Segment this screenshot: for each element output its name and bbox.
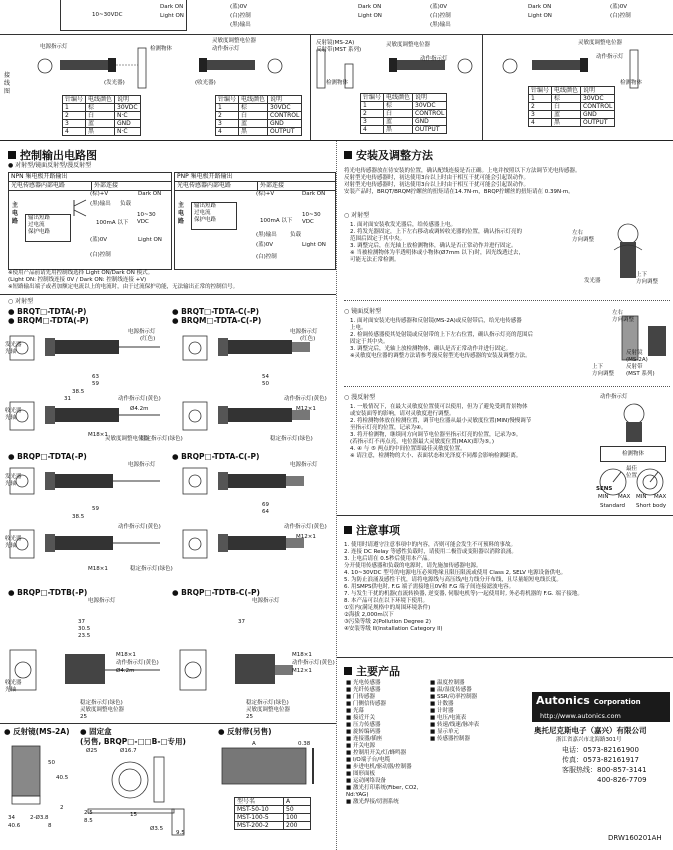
dim-59-b: 59	[92, 506, 99, 512]
wiring-vert-label: 接 线 图	[4, 72, 11, 95]
label-power-led-3: 电源指示灯	[128, 462, 156, 468]
dim-37-b: 37	[238, 619, 245, 625]
label-power-led-4: 电源指示灯	[290, 462, 318, 468]
dim-15: 15	[130, 812, 137, 818]
heading-square-icon-3	[344, 526, 352, 534]
product-item: ■ I/O端子台/电缆	[346, 757, 391, 763]
dim-0_38: 0.38	[298, 741, 311, 747]
npn-current: 100mA 以下	[96, 220, 129, 226]
pnp-left-hdr: 光电传感器内部电路	[175, 182, 258, 190]
install-section-heading	[344, 147, 433, 163]
product-item: ■ 传感器控制器	[430, 736, 470, 742]
model-brqp-tdtb: ● BRQP□-TDTB(-P)	[8, 588, 88, 597]
label-op-led-3: 动作指示灯(黄色)	[118, 524, 161, 530]
pin-table-3: 针编号 电线颜色 说明 1 棕 30VDC 2 白 CONTROL 3 蓝 GND 4 黑 OUTPUT	[360, 93, 447, 134]
install-section-title: 安装及调整方法	[356, 149, 433, 162]
control-bottom-border	[0, 294, 336, 295]
caution-section-title: 注意事项	[356, 524, 400, 537]
diffuse-fig-best: 最佳位置	[626, 466, 638, 479]
pnp-wire-gnd: (蓝)0V	[256, 242, 274, 248]
thru-fig-lr: 左右 方向调整	[572, 230, 595, 243]
callout-target-2: 检测物体	[326, 80, 349, 86]
mounting-box-title: ● 固定盒	[80, 727, 112, 736]
target-object	[138, 48, 146, 88]
product-item: ■ 计时器	[430, 708, 454, 714]
label-op-led-1: 动作指示灯(黄色)	[118, 396, 161, 402]
emitter-connector	[38, 59, 52, 73]
label-power-led-1: 电源指示灯	[128, 329, 156, 335]
center-divider	[336, 141, 337, 850]
thru-heading: ○ 对射型	[344, 212, 370, 219]
diffuse-heading: ○ 漫反射型	[344, 394, 376, 401]
mounting-box-drawing	[82, 745, 202, 840]
top-label-dark-on-2: Dark ON	[358, 4, 382, 10]
callout-receiver: (收光器)	[195, 80, 216, 86]
callout-sens-adj-1: 灵敏度调整电位器	[212, 38, 257, 44]
npn-title: NPN 集电极开路输出	[9, 173, 171, 182]
company-fax: 传真：0573-82161917	[562, 756, 639, 764]
top-wire-1: (蓝)0V	[230, 4, 248, 10]
dim-40_6: 40.6	[8, 823, 21, 829]
company-name: 奥托尼克斯电子（嘉兴）有限公司	[534, 726, 647, 735]
pnp-voltage: 10~30 VDC	[302, 212, 321, 225]
npn-wire-pos: (棕)+V	[90, 191, 109, 197]
product-item: ■ 显示单元	[430, 729, 459, 735]
thru-steps: 1. 面对面安装收发光器后，给传感器上电。 2. 将发光器固定，上下左右移动或调转收光器的位置，确认指示灯亮的 范围后固定于其中央。 3. 调整完后，在光轴上放检测物体，确认是否正常动作并进行固定。 ※ 当被检测物体为半透明体或小物体(Ø7mm 以下)时，因光线透过去， 可能无法正常检测。	[350, 222, 524, 263]
emitter-body	[60, 60, 110, 70]
dim-dia-3_5: Ø3.5	[150, 826, 164, 832]
label-sens-adj-1: 灵敏度调整电位器	[105, 436, 150, 442]
pin-table-4: 针编号 电线颜色 说明 1 棕 30VDC 2 白 CONTROL 3 蓝 GND 4 黑 OUTPUT	[528, 86, 615, 127]
label-m18-2: M18×1	[88, 566, 108, 572]
top-wire-2: (白)控制	[230, 13, 251, 19]
diffuse-fig-standard: Standard	[600, 503, 626, 509]
npn-light-on: Light ON	[138, 237, 162, 243]
top-wire-3: (黑)输出	[230, 22, 251, 28]
dim-dia-16_7: Ø16.7	[120, 748, 137, 754]
retro-fig-reflector: 反射镜 (MS-2A)	[626, 350, 648, 363]
product-item: ■ 图形面板	[346, 771, 375, 777]
retro-cap	[389, 58, 397, 72]
product-item: ■ 光电传感器	[346, 680, 381, 686]
emitter-cap	[108, 58, 116, 72]
callout-op-led-3: 动作指示灯	[596, 54, 624, 60]
dim-38_5: 38.5	[72, 389, 85, 395]
model-brqm-tdta-c: ● BRQM□-TDTA-C(-P)	[172, 316, 262, 325]
product-item: ■ 转速/线速/脉冲表	[430, 722, 480, 728]
dims-bottom-border	[0, 723, 336, 724]
company-phone: 电话：0573-82161900	[562, 746, 639, 754]
product-item: ■ 光幕	[346, 708, 364, 714]
product-item: ■ 压力传感器	[346, 722, 381, 728]
pnp-current: 100mA 以下	[260, 218, 293, 224]
npn-wire-out: (黑)输出	[90, 201, 111, 207]
model-brqp-tdtb-c: ● BRQP□-TDTB-C(-P)	[172, 588, 260, 597]
top-label-light-on-3: Light ON	[528, 13, 552, 19]
label-red-2: (红色)	[300, 336, 316, 342]
label-stable-led-4: 稳定指示灯(绿色)	[80, 700, 123, 706]
label-red-1: (红色)	[140, 336, 156, 342]
product-item: ■ 温/湿度传感器	[430, 687, 472, 693]
company-hotline	[562, 766, 647, 774]
label-stable-led-5: 稳定指示灯(绿色)	[246, 700, 289, 706]
dim-54: 54	[262, 374, 269, 380]
dim-9_5: 9.5	[176, 830, 185, 836]
pnp-right-hdr: 外部连接	[260, 182, 285, 189]
dim-8_5: 8.5	[84, 818, 93, 824]
npn-inner-box: 输出短路 过电流 保护电路	[25, 214, 71, 242]
npn-wire-ctl: (白)控制	[90, 252, 111, 258]
top-wire-5: (白)控制	[430, 13, 451, 19]
company-logo-suffix: Corporation	[593, 698, 641, 706]
diffuse-body	[532, 60, 582, 70]
receiver-cap	[199, 58, 207, 72]
callout-sens-adj-2: 灵敏度调整电位器	[386, 42, 431, 48]
callout-target-1: 检测物体	[150, 46, 173, 52]
label-power-led-6: 电源指示灯	[252, 598, 280, 604]
callout-emitter: (发光器)	[104, 80, 125, 86]
pin-table-1: 针编号 电线颜色 说明 1 棕 30VDC 2 白 N·C 3 蓝 GND 4 黑 N·C	[62, 95, 141, 136]
hotline-label: 客服热线：	[562, 766, 597, 774]
diffuse-fig-op-led: 动作指示灯	[600, 394, 628, 400]
pnp-load: 负载	[290, 232, 302, 238]
model-brqt-tdta: ● BRQT□-TDTA(-P)	[8, 307, 87, 316]
npn-dark-on: Dark ON	[138, 191, 162, 197]
install-divider-1	[344, 300, 670, 301]
top-wire-6: (黑)输出	[430, 22, 451, 28]
dim-69: 69	[262, 502, 269, 508]
install-bottom-border	[337, 515, 673, 516]
label-stable-led-2: 稳定指示灯(绿色)	[270, 436, 313, 442]
sensor-drawing-3a	[5, 464, 165, 504]
heading-square-icon-4	[344, 667, 352, 675]
label-dia-1: Ø4.2m	[130, 406, 149, 412]
sensor-drawing-5a	[5, 640, 165, 700]
dim-25: 25	[80, 714, 87, 720]
heading-square-icon-2	[344, 151, 352, 159]
diffuse-target-box: 检测物体	[600, 446, 666, 462]
label-receiver-axis-1: 收光器 光轴	[5, 408, 22, 421]
product-item: ■ 步进电机/驱动器/控制器	[346, 764, 412, 770]
product-item: ■ 电压/电流表	[430, 715, 467, 721]
product-item: ■ 旋转编码器	[346, 729, 381, 735]
top-label-dark-on-3: Dark ON	[528, 4, 552, 10]
doc-code: DRW160201AH	[608, 834, 662, 842]
thru-fig-emitter: 发光器	[584, 278, 601, 284]
dim-25-b: 25	[246, 714, 253, 720]
pnp-main-circuit: 主 电 路	[178, 202, 185, 225]
retro-fig-tape: 反射带 (MST 系列)	[626, 364, 655, 377]
model-brqp-tdta-c: ● BRQP□-TDTA-C(-P)	[172, 452, 260, 461]
control-section-title: 控制输出电路图	[20, 149, 97, 162]
dim-64: 64	[262, 509, 269, 515]
company-logo-bar	[532, 692, 670, 722]
diffuse-fig-short: Short body	[636, 503, 667, 509]
dims-heading: ○ 对射型	[8, 298, 34, 305]
product-item: ■ 连接器/插座	[346, 736, 383, 742]
control-note-2: (Light ON: 控制线连接 0V / Dark ON: 控制线连接 +V)	[8, 277, 147, 283]
label-op-led-6: 动作指示灯(黄色)	[292, 660, 335, 666]
reflector	[317, 50, 325, 88]
dim-2: 2	[60, 805, 64, 811]
products-section-title: 主要产品	[356, 665, 400, 678]
reflector-drawing	[4, 742, 64, 822]
model-brqm-tdta: ● BRQM□-TDTA(-P)	[8, 316, 89, 325]
top-wire-4: (蓝)0V	[430, 4, 448, 10]
product-item: ■ 激光打印系统(Fiber, CO2, Nd:YAG)	[346, 785, 419, 798]
control-note-1: ※使用产品前请先用控制线选择 Light ON/Dark ON 模式。	[8, 270, 154, 276]
sensor-drawing-3b	[178, 464, 333, 504]
control-note-3: ※短路输出端子或者加额定电流以上的电流时，由于过流保护功能，无法输出正常的控制信号。	[8, 284, 239, 290]
dim-63: 63	[92, 374, 99, 380]
caution-section-heading	[344, 522, 400, 538]
label-emitter-axis-1: 发光器 光轴	[5, 342, 22, 355]
product-item: ■ 门传感器	[346, 694, 375, 700]
label-stable-led-1: 稳定指示灯(绿色)	[140, 436, 183, 442]
tape-hdr-model: 型号名	[235, 798, 284, 806]
top-label-light-on-2: Light ON	[358, 13, 382, 19]
callout-sens-adj-3: 灵敏度调整电位器	[578, 40, 623, 46]
label-power-led-2: 电源指示灯	[290, 329, 318, 335]
receiver-connector	[268, 59, 282, 73]
diffuse-steps: 1. 一般情况下，在最大灵敏度位置使可以使用，但为了避免受到背景物体 或安装面等的影响，请对灵敏度进行调整。 2. 将检测物体放在检测位置，调节电位器从最小灵敏度位置(MIN)慢慢调节 至指示灯亮的位置，记录为④。 3. 将开检测物，继续同方向调节电位器至指示灯亮的位置，记录为⑤。 (若指示灯不再点亮，电位器最大灵敏度位置(MAX)即为⑤。) 4. ④ 与 ⑤ 两点的中间位置即最佳灵敏度位置。 ※ 请注意，检测物的大小、表面状态和光泽度不同都会影响检测距离。	[350, 404, 532, 459]
diffuse-fig-min-2: MIN	[636, 494, 647, 500]
top-label-light-on-1: Light ON	[160, 13, 184, 19]
pnp-dark-on: Dark ON	[302, 191, 326, 197]
product-item: ■ 运动网络设备	[346, 778, 386, 784]
product-item: ■ 计数器	[430, 701, 454, 707]
product-item: ■ 开关电源	[346, 743, 375, 749]
top-divider	[0, 34, 673, 35]
receiver-body	[205, 60, 255, 70]
pnp-light-on: Light ON	[302, 242, 326, 248]
model-brqt-tdta-c: ● BRQT□-TDTA-C(-P)	[172, 307, 259, 316]
callout-reflector: 反射镜(MS-2A)	[316, 40, 355, 46]
caution-list: 1. 使用时请遵守注意事项中的内容，否则可能会发生不可预料的事故。 2. 连接 DC Relay 等感性负载时，请使用二极管或变阻器以消除浪涌。 3. 上电后请在 0.5秒后使用本产品。 分开使用传感器和负载的电源时，请先施加传感器电源。 4. 10~30VDC 型号的电源电压必须绝缘且限压限流或使用 Class 2, SELV 电源设备供电。 5. 为防止浪涌及感性干扰，请将电源线与高压线/电力线分开布线，且尽量缩短电线长度。 6. 用SMPS供电时, F.G 端子需接地且0V和 F.G 端子间连接滤波电容。 7. 与发生干扰的机器(直流转换器, 逆变器, 伺服电机等)一起使用时, 务必将机器的 F.G. 端子接地。 8. 本产品可以在以下环境下使用。 ①室内(满足规格中的周围环境条件) ②海拔 2,000m以下 ③污染等级 2(Pollution Degree 2) ④安装等级 II(Installation Category II)	[344, 542, 583, 632]
products-col2	[430, 680, 510, 743]
product-item: ■ SSR/功率控制器	[430, 694, 478, 700]
label-emitter-axis-2: 发光器 光轴	[5, 474, 22, 487]
products-col1	[346, 680, 426, 806]
label-op-led-5: 动作指示灯(黄色)	[116, 660, 159, 666]
label-m18-1: M18×1	[88, 432, 108, 438]
diffuse-cap	[580, 58, 588, 72]
dim-59: 59	[92, 381, 99, 387]
label-m18-3: M18×1	[116, 652, 136, 658]
label-m12-1: M12×1	[296, 406, 316, 412]
retro-fig-ud: 上下 方向调整	[592, 364, 615, 377]
label-power-led-5: 电源指示灯	[88, 598, 116, 604]
dim-50-refl: 50	[48, 760, 55, 766]
callout-power-led: 电源指示灯	[40, 44, 68, 50]
pnp-wire-pos: (棕)+V	[256, 191, 275, 197]
company-logo: Autonics	[536, 694, 590, 707]
label-dia-2: Ø4.2m	[116, 668, 135, 674]
callout-op-led-2: 动作指示灯	[420, 56, 448, 62]
diffuse-connector	[503, 59, 517, 73]
company-address: 浙江省嘉兴市北海路301号	[556, 737, 622, 743]
diffuse-sensor-figure	[596, 402, 672, 444]
dim-8: 8	[48, 823, 52, 829]
top-wire-8: (白)控制	[610, 13, 631, 19]
tape-hdr-a: A	[284, 798, 311, 806]
product-item: ■ 温度控制器	[430, 680, 465, 686]
hotline-1: 800-857-3141	[597, 766, 647, 774]
vdiv-top-2	[482, 34, 483, 140]
top-wire-7: (蓝)0V	[610, 4, 628, 10]
npn-transistor-icon	[70, 198, 88, 218]
dim-37: 37	[78, 619, 85, 625]
retro-steps: 1. 面对面安装光电传感器和反射镜(MS-2A)或反射带后，给光电传感器 上电。 2. 检调传感器使其处射镜或反射带的上下左右位置，确认指示灯亮的范围后 固定于其中央。 3. 调整完后，光轴上放检测物体，确认是否正常动作并进行固定。 ※灵敏度电位器的调整方法请参考漫反射型光电传感器的安装及调整方法。	[350, 318, 533, 359]
model-brqp-tdta: ● BRQP□-TDTA(-P)	[8, 452, 87, 461]
pnp-title: PNP 集电极开路输出	[175, 173, 335, 182]
retro-heading: ○ 镜面反射型	[344, 308, 382, 315]
control-section-heading	[8, 147, 97, 163]
dim-30_5: 30.5	[78, 626, 91, 632]
dim-dia-25: Ø25	[86, 748, 98, 754]
install-divider-2	[344, 386, 670, 387]
npn-voltage: 10~30 VDC	[137, 212, 156, 225]
retro-fig-lr: 左右 方向调整	[612, 310, 635, 323]
dim-23_5: 23.5	[78, 633, 91, 639]
diffuse-fig-max-2: MAX	[654, 494, 667, 500]
voltage-label: 10~30VDC	[92, 12, 123, 18]
dim-2-3_8: 2-Ø3.8	[30, 815, 49, 821]
company-url[interactable]: http://www.autonics.com	[540, 712, 621, 720]
npn-main-circuit: 主 电 路	[12, 202, 19, 225]
caution-bottom-border	[337, 657, 673, 658]
mounting-box-note: (另售, BRQP□-□□B-□专用)	[80, 737, 186, 746]
company-hotline-2: 400-826-7709	[597, 776, 647, 784]
label-op-led-2: 动作指示灯(黄色)	[284, 396, 327, 402]
npn-right-hdr: 外部连接	[94, 182, 119, 189]
product-item: ■ 接近开关	[346, 715, 375, 721]
callout-target-3: 检测物体	[620, 80, 643, 86]
product-item: ■ 激光焊接/切割系统	[346, 799, 399, 805]
label-sens-adj-2: 灵敏度调整电位器	[80, 707, 125, 713]
retro-connector	[458, 59, 472, 73]
dim-40_5: 40.5	[56, 775, 69, 781]
thru-fig-ud: 上下 方向调整	[636, 272, 659, 285]
install-intro: 将光电传感器放在待安装的位置，确认配线连接是否正确。上电并按照以下方法调节光电传感器。 反射型光电传感器时，初达使用3台以上时由于相互干扰可能会引起误动作。 对射型光电传感器时，初达使用3台以上时由于相互干扰可能会引起误动作。 安装产品时，BRQT/BRQM拧螺丝的扭矩请在14.7N·m，BRQP拧螺丝的扭矩请在 0.39N·m。	[344, 168, 581, 195]
dim-50: 50	[262, 381, 269, 387]
reflector-tape-drawing	[218, 740, 330, 790]
product-item: ■ 控制用开关/灯/蜂鸣器	[346, 750, 407, 756]
label-m12-3: M12×1	[292, 668, 312, 674]
reflector-tape-title: ● 反射带(另售)	[218, 727, 272, 736]
label-stable-led-3: 稳定指示灯(绿色)	[130, 566, 173, 572]
product-item: ■ 门侧信传感器	[346, 701, 386, 707]
label-m18-4: M18×1	[292, 652, 312, 658]
control-subtitle: ● 对射型/镜面反射型/漫反射型	[8, 162, 92, 169]
npn-load: 负载	[120, 201, 132, 207]
pin-table-2: 针编号 电线颜色 说明 1 棕 30VDC 2 白 CONTROL 3 蓝 GND 4 黑 OUTPUT	[215, 95, 302, 136]
label-sens-adj-3: 灵敏度调整电位器	[246, 707, 291, 713]
products-section-heading	[344, 663, 400, 679]
reflector-ms2a-title: ● 反射镜(MS-2A)	[4, 727, 70, 736]
dim-2_5: 2.5	[84, 810, 93, 816]
dim-38_5-b: 38.5	[72, 514, 85, 520]
npn-left-hdr: 光电传感器内部电路	[9, 182, 92, 190]
top-strip	[0, 0, 673, 140]
dim-a: A	[252, 741, 256, 747]
label-receiver-axis-2: 收光器 光轴	[5, 536, 22, 549]
diffuse-fig-max: MAX	[618, 494, 631, 500]
top-label-dark-on-1: Dark ON	[160, 4, 184, 10]
callout-reflector-tape: 反射带(MST 系列)	[316, 47, 362, 53]
dim-34: 34	[8, 815, 15, 821]
vdiv-top-1	[310, 34, 311, 140]
pnp-inner-box: 输出短路 过电流 保护电路	[191, 202, 237, 230]
label-m12-2: M12×1	[296, 534, 316, 540]
diffuse-fig-min: MIN	[598, 494, 609, 500]
diffuse-fig-sens: SENS	[596, 486, 613, 492]
callout-op-led-1: 动作指示灯	[212, 46, 240, 52]
label-op-led-4: 动作指示灯(黄色)	[284, 524, 327, 530]
dim-31: 31	[64, 396, 71, 402]
product-item: ■ 光纤传感器	[346, 687, 381, 693]
heading-square-icon	[8, 151, 16, 159]
pnp-wire-out: (黑)输出	[256, 232, 277, 238]
label-receiver-axis-3: 收光器 光轴	[5, 680, 22, 693]
pnp-wire-ctl: (白)控制	[256, 254, 277, 260]
npn-wire-gnd: (蓝)0V	[90, 237, 108, 243]
reflector-tape-table: 型号名 A MST-50-10 50 MST-100-5 100 MST-200-2 200	[234, 797, 311, 830]
